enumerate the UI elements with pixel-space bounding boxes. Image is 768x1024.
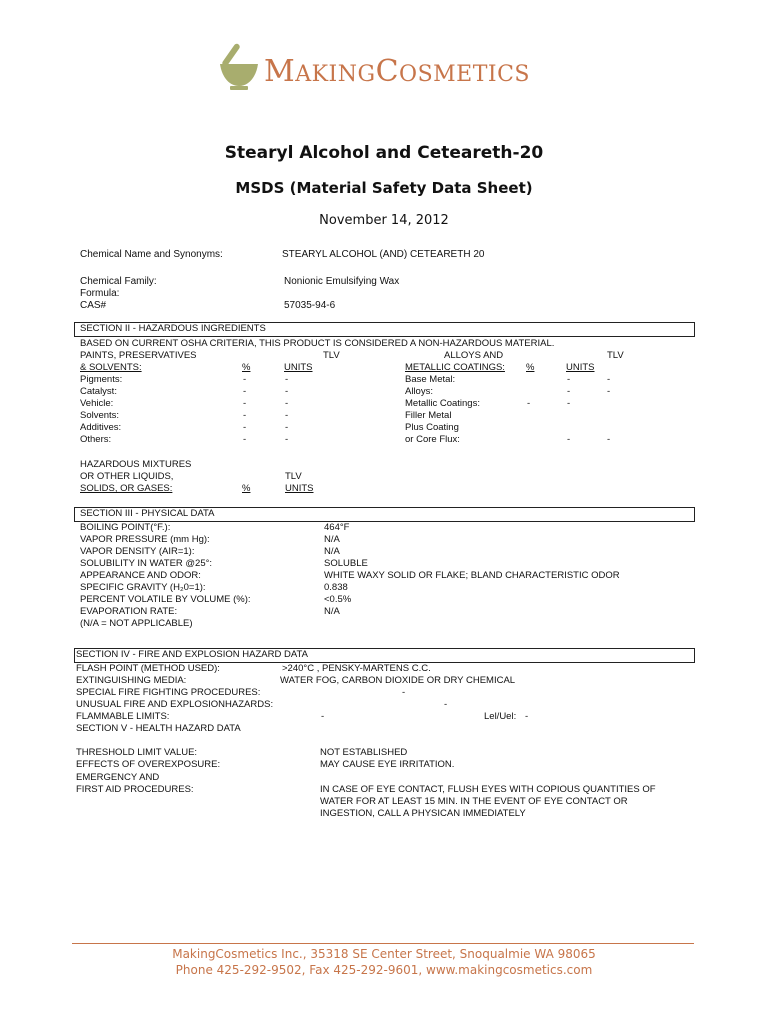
mixtures-units: UNITS	[285, 483, 314, 494]
chemical-family-label: Chemical Family:	[80, 276, 157, 287]
physical-label: EVAPORATION RATE:	[80, 606, 178, 617]
right-row-label: Filler Metal	[405, 410, 452, 421]
right-pct-heading: %	[526, 362, 535, 373]
formula-label: Formula:	[80, 288, 120, 299]
left-pct-heading: %	[242, 362, 251, 373]
right-tlv-heading: TLV	[607, 350, 624, 361]
cas-value: 57035-94-6	[284, 300, 336, 311]
extinguishing-value: WATER FOG, CARBON DIOXIDE OR DRY CHEMICAL	[280, 675, 516, 686]
physical-label: BOILING POINT(°F.):	[80, 522, 171, 533]
right-row-label: Plus Coating	[405, 422, 459, 433]
left-units-heading: UNITS	[284, 362, 313, 373]
physical-label: SOLUBILITY IN WATER @25°:	[80, 558, 213, 569]
left-row-label: Solvents:	[80, 410, 120, 421]
document-date: November 14, 2012	[319, 213, 449, 228]
left-row-label: Others:	[80, 434, 112, 445]
na-note: (N/A = NOT APPLICABLE)	[80, 618, 193, 629]
physical-value: N/A	[324, 534, 340, 545]
brand-logo	[216, 40, 546, 94]
unusual-hazards-value: -	[444, 699, 448, 710]
alloys-heading: ALLOYS AND	[444, 350, 504, 361]
chemical-name-label: Chemical Name and Synonyms:	[80, 249, 223, 260]
tlv-value: NOT ESTABLISHED	[320, 747, 408, 758]
metallic-coatings-heading: METALLIC COATINGS:	[405, 362, 505, 373]
overexposure-label: EFFECTS OF OVEREXPOSURE:	[76, 759, 221, 770]
physical-value: SOLUBLE	[324, 558, 368, 569]
right-row-pct: -	[527, 398, 531, 409]
flammable-limits-label: FLAMMABLE LIMITS:	[76, 711, 170, 722]
left-row-pct: -	[243, 374, 247, 385]
right-row-a: -	[567, 386, 571, 397]
right-row-b: -	[607, 374, 611, 385]
logo-letters: AKING	[295, 62, 376, 87]
first-aid-text-line: IN CASE OF EYE CONTACT, FLUSH EYES WITH COPIOUS QUANTITIES OF	[320, 784, 656, 795]
physical-value: N/A	[324, 606, 340, 617]
left-row-pct: -	[243, 398, 247, 409]
right-row-label: Base Metal:	[405, 374, 456, 385]
mixtures-label-3: SOLIDS, OR GASES:	[80, 483, 173, 494]
paints-heading: PAINTS, PRESERVATIVES	[80, 350, 197, 361]
physical-value: WHITE WAXY SOLID OR FLAKE; BLAND CHARACTERISTIC ODOR	[324, 570, 620, 581]
flammable-limits-value: -	[321, 711, 325, 722]
left-row-units: -	[285, 386, 289, 397]
extinguishing-label: EXTINGUISHING MEDIA:	[76, 675, 187, 686]
section-2-note: BASED ON CURRENT OSHA CRITERIA, THIS PRODUCT IS CONSIDERED A NON-HAZARDOUS MATERIAL.	[80, 338, 555, 349]
left-row-label: Pigments:	[80, 374, 123, 385]
physical-label: VAPOR PRESSURE (mm Hg):	[80, 534, 210, 545]
mortar-pestle-icon	[216, 40, 262, 92]
left-row-pct: -	[243, 410, 247, 421]
document-subtitle: MSDS (Material Safety Data Sheet)	[235, 179, 533, 197]
left-row-units: -	[285, 410, 289, 421]
mixtures-tlv: TLV	[285, 471, 302, 482]
left-row-pct: -	[243, 386, 247, 397]
section-4-title: SECTION IV - FIRE AND EXPLOSION HAZARD DATA	[76, 649, 308, 660]
left-row-pct: -	[243, 434, 247, 445]
chemical-name-value: STEARYL ALCOHOL (AND) CETEARETH 20	[282, 249, 485, 260]
mixtures-pct: %	[242, 483, 251, 494]
first-aid-text-line: WATER FOR AT LEAST 15 MIN. IN THE EVENT OF EYE CONTACT OR	[320, 796, 628, 807]
flash-point-label: FLASH POINT (METHOD USED):	[76, 663, 220, 674]
physical-value: 0.838	[324, 582, 348, 593]
section-3-title: SECTION III - PHYSICAL DATA	[80, 508, 215, 519]
physical-label: SPECIFIC GRAVITY (H₂0=1):	[80, 582, 206, 593]
left-row-units: -	[285, 434, 289, 445]
logo-letters: OSMETICS	[399, 62, 530, 87]
right-row-a: -	[567, 398, 571, 409]
document-title: Stearyl Alcohol and Ceteareth-20	[224, 143, 544, 163]
footer-contact: Phone 425-292-9502, Fax 425-292-9601, www.makingcosmetics.com	[175, 963, 593, 977]
physical-value: 464°F	[324, 522, 350, 533]
right-units-heading: UNITS	[566, 362, 595, 373]
logo-letter: M	[264, 54, 296, 89]
lel-uel-label: Lel/Uel:	[484, 711, 517, 722]
tlv-label: THRESHOLD LIMIT VALUE:	[76, 747, 198, 758]
right-row-b: -	[607, 434, 611, 445]
right-row-label: Metallic Coatings:	[405, 398, 480, 409]
left-row-units: -	[285, 374, 289, 385]
physical-value: <0.5%	[324, 594, 352, 605]
footer-divider	[72, 943, 694, 944]
cas-label: CAS#	[80, 300, 107, 311]
right-row-label: or Core Flux:	[405, 434, 460, 445]
left-row-label: Catalyst:	[80, 386, 117, 397]
right-row-a: -	[567, 434, 571, 445]
brand-wordmark	[264, 54, 530, 89]
left-row-label: Additives:	[80, 422, 122, 433]
logo-letter: C	[375, 54, 400, 89]
physical-value: N/A	[324, 546, 340, 557]
special-procedures-label: SPECIAL FIRE FIGHTING PROCEDURES:	[76, 687, 261, 698]
mixtures-label-2: OR OTHER LIQUIDS,	[80, 471, 174, 482]
first-aid-text-line: INGESTION, CALL A PHYSICAN IMMEDIATELY	[320, 808, 526, 819]
physical-label: VAPOR DENSITY (AIR=1):	[80, 546, 195, 557]
chemical-family-value: Nonionic Emulsifying Wax	[284, 276, 400, 287]
lel-uel-value: -	[525, 711, 529, 722]
left-row-label: Vehicle:	[80, 398, 114, 409]
physical-label: PERCENT VOLATILE BY VOLUME (%):	[80, 594, 251, 605]
footer-address: MakingCosmetics Inc., 35318 SE Center Street, Snoqualmie WA 98065	[172, 947, 596, 961]
flash-point-value: >240°C , PENSKY-MARTENS C.C.	[282, 663, 431, 674]
solvents-heading: & SOLVENTS:	[80, 362, 142, 373]
mixtures-label-1: HAZARDOUS MIXTURES	[80, 459, 192, 470]
right-row-b: -	[607, 386, 611, 397]
physical-label: APPEARANCE AND ODOR:	[80, 570, 201, 581]
left-tlv-heading: TLV	[323, 350, 340, 361]
overexposure-value: MAY CAUSE EYE IRRITATION.	[320, 759, 455, 770]
left-row-pct: -	[243, 422, 247, 433]
emergency-label-2: FIRST AID PROCEDURES:	[76, 784, 194, 795]
left-row-units: -	[285, 422, 289, 433]
right-row-label: Alloys:	[405, 386, 433, 397]
left-row-units: -	[285, 398, 289, 409]
right-row-a: -	[567, 374, 571, 385]
special-procedures-value: -	[402, 687, 406, 698]
emergency-label-1: EMERGENCY AND	[76, 772, 160, 783]
unusual-hazards-label: UNUSUAL FIRE AND EXPLOSIONHAZARDS:	[76, 699, 274, 710]
section-5-title: SECTION V - HEALTH HAZARD DATA	[76, 723, 241, 734]
section-2-title: SECTION II - HAZARDOUS INGREDIENTS	[80, 323, 266, 334]
